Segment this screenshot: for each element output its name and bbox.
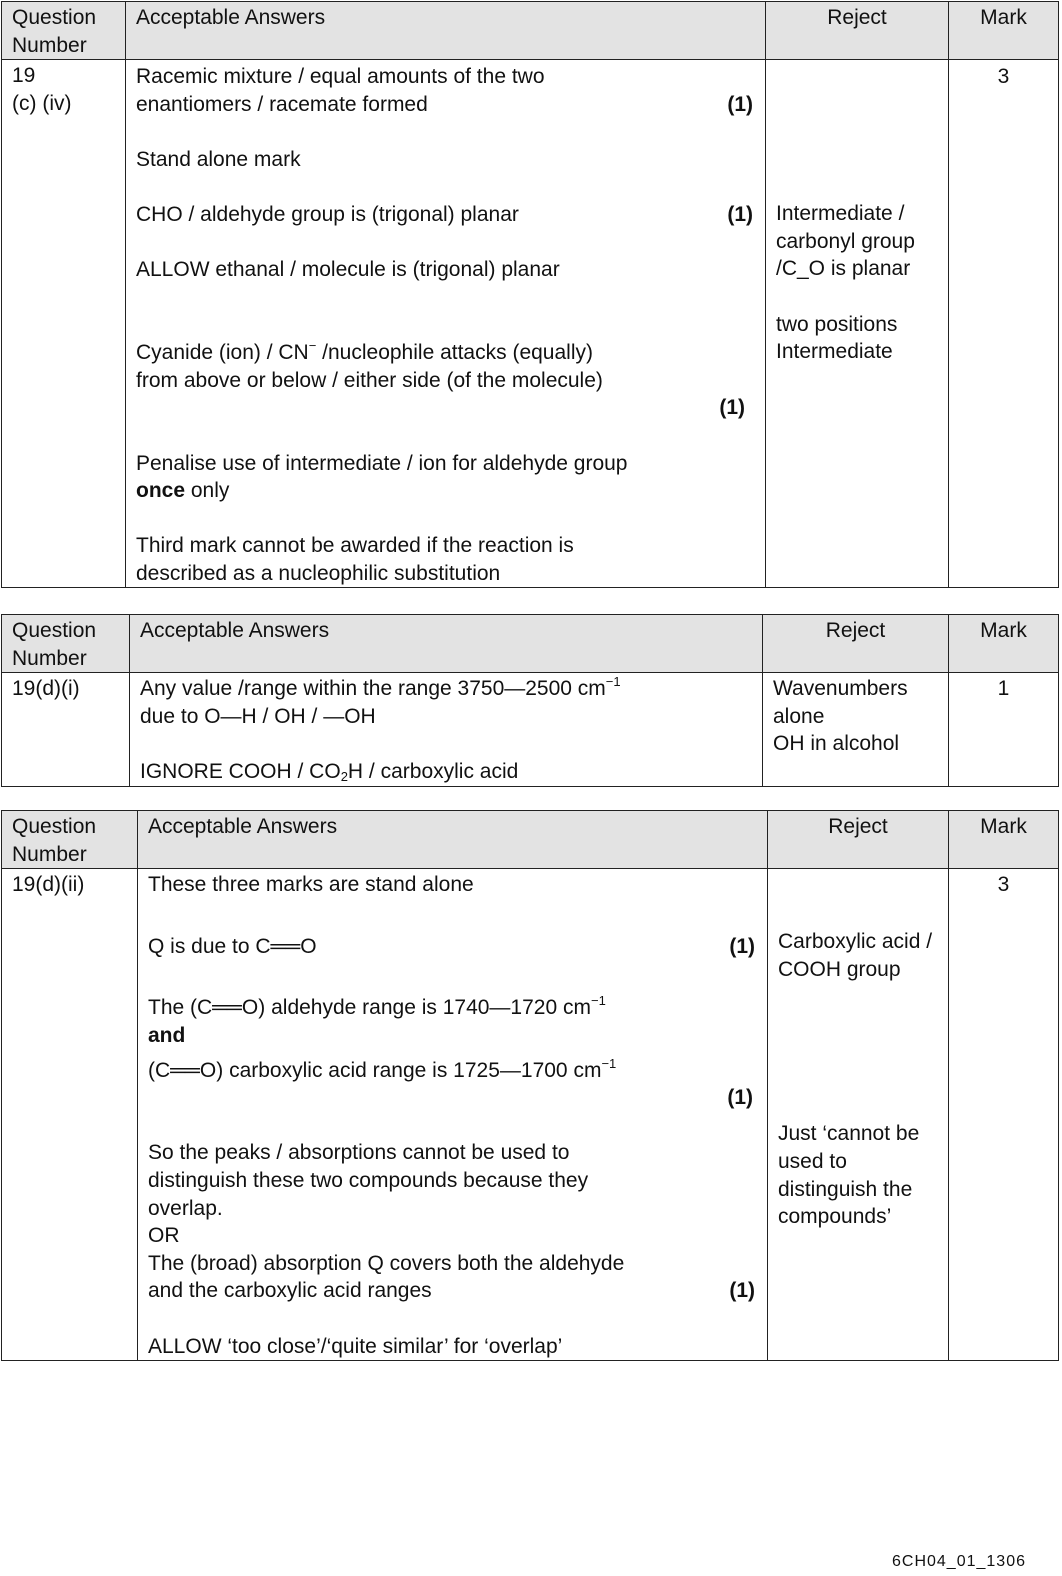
mark-unit: (1) xyxy=(729,1279,755,1303)
page-footer-code: 6CH04_01_1306 xyxy=(892,1553,1026,1570)
question-number xyxy=(2,60,126,588)
question-number-line: (c) (iv) xyxy=(12,91,72,115)
answer-line: Racemic mixture / equal amounts of the two xyxy=(136,65,545,89)
mark-unit: (1) xyxy=(719,396,745,420)
markscheme-table-19d-ii xyxy=(1,810,1059,1361)
answer-text: CHO / aldehyde group is (trigonal) planar xyxy=(136,203,519,227)
answer-text: and the carboxylic acid ranges xyxy=(148,1279,432,1303)
mark-unit: (1) xyxy=(729,934,755,958)
answer-line: So the peaks / absorptions cannot be used to xyxy=(148,1141,570,1165)
reject-text: OH in alcohol xyxy=(773,732,900,756)
answer-line: described as a nucleophilic substitution xyxy=(136,561,501,585)
question-number: 19(d)(ii) xyxy=(2,869,138,1361)
reject-text: Just ‘cannot be used to distinguish the compounds’ xyxy=(778,1122,920,1229)
header-mark: Mark xyxy=(949,615,1059,673)
answer-line-with-mark xyxy=(148,933,757,961)
header-question-number: Question Number xyxy=(2,615,130,673)
answer-line-with-mark xyxy=(136,91,755,119)
reject-cell xyxy=(766,60,949,588)
answer-line: The (C══O) aldehyde range is 1740—1720 $cm^{-1}$ xyxy=(148,993,606,1020)
header-acceptable-answers: Acceptable Answers xyxy=(138,811,768,869)
mark-cell: 3 xyxy=(949,869,1059,1361)
mark-cell: 3 xyxy=(949,60,1059,588)
answer-line: (C══O) carboxylic acid range is 1725—1700 $cm^{-1}$ xyxy=(148,1055,617,1082)
header-acceptable-answers: Acceptable Answers xyxy=(126,2,766,60)
answer-line: Stand alone mark xyxy=(136,147,301,171)
answer-text: enantiomers / racemate formed xyxy=(136,92,428,116)
answer-line: IGNORE COOH / $CO_2H$ / carboxylic acid xyxy=(140,759,519,784)
mark-unit: (1) xyxy=(727,203,753,227)
acceptable-answers-cell xyxy=(126,60,766,588)
question-number-line: 19 xyxy=(12,64,36,88)
answer-line: Penalise use of intermediate / ion for aldehyde group xyxy=(136,451,628,475)
answer-line: due to O—H / OH / —OH xyxy=(140,704,376,728)
mark-unit: (1) xyxy=(727,92,753,116)
mark-unit: (1) xyxy=(727,1086,753,1110)
answer-line: Cyanide (ion) / CN− /nucleophile attacks (equally) xyxy=(136,338,593,365)
header-reject: Reject xyxy=(768,811,949,869)
answer-line: ALLOW ethanal / molecule is (trigonal) planar xyxy=(136,258,560,282)
reject-text: two positions Intermediate xyxy=(776,312,898,364)
question-number: 19(d)(i) xyxy=(2,673,130,786)
reject-text: Intermediate / carbonyl group /C_O is planar xyxy=(776,202,915,281)
answer-line-with-mark xyxy=(136,201,755,229)
markscheme-table-19d-i xyxy=(1,614,1059,787)
answer-line: These three marks are stand alone xyxy=(148,873,474,897)
header-reject: Reject xyxy=(766,2,949,60)
answer-line: once only xyxy=(136,479,230,503)
markscheme-table-19c-iv xyxy=(1,1,1059,588)
mark-cell: 1 xyxy=(949,673,1059,786)
answer-line: and xyxy=(148,1023,186,1047)
answer-line: from above or below / either side (of the molecule) xyxy=(136,368,603,392)
answer-text: Q is due to C══O xyxy=(148,934,317,958)
reject-text: Wavenumbers alone xyxy=(773,677,908,728)
answer-line: overlap. xyxy=(148,1196,223,1220)
header-question-number: Question Number xyxy=(2,2,126,60)
answer-line-with-mark xyxy=(148,1277,757,1305)
header-acceptable-answers: Acceptable Answers xyxy=(130,615,763,673)
header-question-number: Question Number xyxy=(2,811,138,869)
reject-cell xyxy=(768,869,949,1361)
reject-text: Carboxylic acid / COOH group xyxy=(778,930,933,981)
answer-line: Any value /range within the range 3750—2500 $cm^{-1}$ xyxy=(140,674,621,701)
reject-cell xyxy=(763,673,949,786)
answer-line: The (broad) absorption Q covers both the aldehyde xyxy=(148,1251,625,1275)
acceptable-answers-cell xyxy=(138,869,768,1361)
answer-line: OR xyxy=(148,1224,180,1248)
answer-line: ALLOW ‘too close’/‘quite similar’ for ‘overlap’ xyxy=(148,1334,563,1358)
header-mark: Mark xyxy=(949,811,1059,869)
answer-line: Third mark cannot be awarded if the reaction is xyxy=(136,534,574,558)
header-mark: Mark xyxy=(949,2,1059,60)
answer-line: distinguish these two compounds because they xyxy=(148,1168,589,1192)
acceptable-answers-cell xyxy=(130,673,763,786)
header-reject: Reject xyxy=(763,615,949,673)
